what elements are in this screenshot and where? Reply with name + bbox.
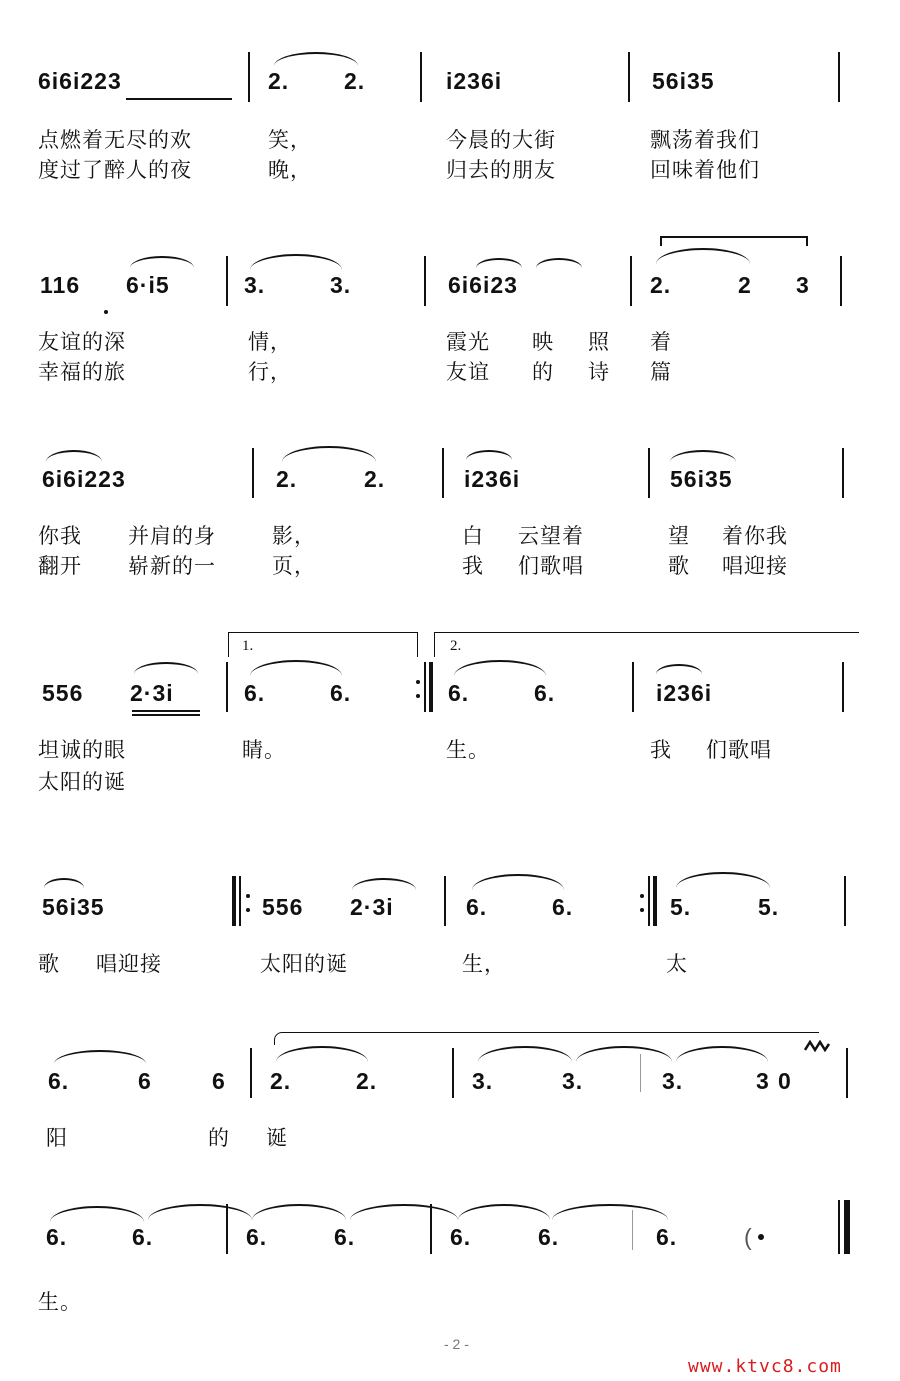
slur (476, 258, 522, 268)
slur (670, 450, 736, 462)
dot (758, 1234, 764, 1240)
slur (466, 450, 512, 460)
final-barline (838, 1200, 840, 1254)
note: 3. (562, 1068, 584, 1094)
barline (452, 1048, 454, 1098)
tie (552, 1204, 668, 1220)
repeat-dot (416, 694, 420, 698)
barline (252, 448, 254, 498)
barline (444, 876, 446, 926)
lyric: 影， (272, 524, 316, 548)
note: 2. (364, 466, 386, 492)
note: 6. (48, 1068, 70, 1094)
note: 6. (334, 1224, 356, 1250)
tie (478, 1046, 572, 1062)
phrase-bracket (274, 1032, 819, 1045)
repeat-dot (246, 908, 250, 912)
lyric: 歌 (38, 952, 60, 976)
note: 116 (40, 272, 81, 298)
tie (350, 1204, 458, 1220)
note: 3 (756, 1068, 770, 1094)
barline (842, 662, 844, 712)
note: 6. (656, 1224, 678, 1250)
lyric: 点燃着无尽的欢 (38, 128, 192, 152)
note: 556 (42, 680, 84, 706)
repeat-dot (640, 894, 644, 898)
lyric: 篇 (650, 360, 672, 384)
note: 6 (138, 1068, 152, 1094)
phrase-bracket (660, 236, 808, 246)
lyric: 度过了醉人的夜 (38, 158, 192, 182)
lyric: 太阳的诞 (260, 952, 348, 976)
tie (250, 254, 342, 270)
lyric: 着你我 (722, 524, 788, 548)
note: 2. (356, 1068, 378, 1094)
lyric: 睛。 (242, 738, 286, 762)
lyric: 生。 (446, 738, 490, 762)
notes-bar-3: 6i6i23 (448, 272, 518, 298)
lyric: 情， (248, 330, 292, 354)
repeat-barline-thick (429, 662, 433, 712)
slur (46, 450, 102, 462)
note: 2. (270, 1068, 292, 1094)
repeat-dot (640, 908, 644, 912)
barline (420, 52, 422, 102)
note: 6 (212, 1068, 226, 1094)
lyric: 回味着他们 (650, 158, 760, 182)
slur (44, 878, 84, 888)
lyric: 的 (208, 1126, 230, 1150)
notes-bar-4: 56i35 (652, 68, 715, 94)
barline (628, 52, 630, 102)
lyric: 你我 (38, 524, 82, 548)
barline (424, 256, 426, 306)
lyric: 友谊的深 (38, 330, 126, 354)
lyric: 们歌唱 (706, 738, 772, 762)
lyric: 太 (666, 952, 688, 976)
note: 6. (132, 1224, 154, 1250)
repeat-barline-thick (232, 876, 236, 926)
repeat-barline (239, 876, 241, 926)
tie (276, 1046, 368, 1062)
notes-bar-3: i236i (446, 68, 503, 94)
note: 3. (244, 272, 266, 298)
note: 3. (330, 272, 352, 298)
notes-bar-1: 6i6i223 (38, 68, 122, 94)
repeat-dot (416, 680, 420, 684)
barline (648, 448, 650, 498)
lyric: 云望着 (518, 524, 584, 548)
note: 5. (670, 894, 692, 920)
lyric: 映 (532, 330, 554, 354)
barline (840, 256, 842, 306)
beam-underline (126, 98, 232, 100)
lyric: 着 (650, 330, 672, 354)
lyric: 今晨的大街 (446, 128, 556, 152)
volta-1-bracket (228, 632, 418, 657)
octave-dot (104, 310, 108, 314)
barline (838, 52, 840, 102)
note: 2·3i (130, 680, 174, 706)
note: 2·3i (350, 894, 394, 920)
slur (656, 664, 702, 674)
tie (458, 1204, 550, 1220)
note: 6. (466, 894, 488, 920)
note: 3 (796, 272, 810, 298)
repeat-barline-thick (653, 876, 657, 926)
lyric: 笑， (268, 128, 312, 152)
tie (676, 872, 770, 888)
lyric: 生。 (38, 1290, 82, 1314)
note: 6·i5 (126, 272, 170, 298)
tie (454, 660, 546, 676)
lyric: 我 (650, 738, 672, 762)
lyric: 翻开 (38, 554, 82, 578)
notes-bar-1: 6i6i223 (42, 466, 126, 492)
beam-underline (132, 714, 200, 716)
notes-bar-1: 56i35 (42, 894, 105, 920)
lyric: 唱迎接 (722, 554, 788, 578)
lyric: 太阳的诞 (38, 770, 126, 794)
tie (274, 52, 358, 66)
notes-bar-5: i236i (656, 680, 713, 706)
barline (226, 662, 228, 712)
barline (842, 448, 844, 498)
final-barline-thick (844, 1200, 850, 1254)
volta-2-bracket (434, 632, 859, 657)
note: 6. (448, 680, 470, 706)
notes-bar-4: 56i35 (670, 466, 733, 492)
note: 6. (552, 894, 574, 920)
lyric: 阳 (46, 1126, 68, 1150)
lyric: 唱迎接 (96, 952, 162, 976)
lyric: 生， (462, 952, 506, 976)
barline (248, 52, 250, 102)
lyric: 崭新的一 (128, 554, 216, 578)
tie (148, 1204, 252, 1220)
lyric: 白 (462, 524, 484, 548)
note: 2 (738, 272, 752, 298)
lyric: 并肩的身 (128, 524, 216, 548)
page-number: - 2 - (444, 1336, 469, 1352)
beam-underline (132, 710, 200, 712)
paren: ( (744, 1224, 753, 1250)
note: 6. (246, 1224, 268, 1250)
slur (134, 662, 198, 674)
note: 6. (330, 680, 352, 706)
trill-icon (804, 1040, 830, 1052)
slur (536, 258, 582, 268)
note: 3. (662, 1068, 684, 1094)
barline (846, 1048, 848, 1098)
volta-1-label: 1. (242, 638, 254, 654)
tie (472, 874, 564, 890)
tie (676, 1046, 768, 1062)
repeat-dot (246, 894, 250, 898)
note: 6. (450, 1224, 472, 1250)
note: 6. (538, 1224, 560, 1250)
lyric: 照 (588, 330, 610, 354)
barline (844, 876, 846, 926)
volta-2-label: 2. (450, 638, 462, 654)
tie (656, 248, 750, 264)
repeat-barline (424, 662, 426, 712)
note: 556 (262, 894, 304, 920)
note: 3. (472, 1068, 494, 1094)
lyric: 霞光 (446, 330, 490, 354)
lyric: 诗 (588, 360, 610, 384)
lyric: 歌 (668, 554, 690, 578)
barline (442, 448, 444, 498)
tie (50, 1206, 144, 1222)
site-url[interactable]: www.ktvc8.com (688, 1356, 842, 1377)
note: 6. (244, 680, 266, 706)
lyric: 友谊 (446, 360, 490, 384)
note: 6. (46, 1224, 68, 1250)
note: 2. (650, 272, 672, 298)
barline (226, 256, 228, 306)
note: 2. (344, 68, 366, 94)
note: 6. (534, 680, 556, 706)
barline (630, 256, 632, 306)
barline (250, 1048, 252, 1098)
tie (576, 1046, 672, 1062)
notes-bar-3: i236i (464, 466, 521, 492)
slur (130, 256, 194, 268)
slur (352, 878, 416, 890)
lyric: 我 (462, 554, 484, 578)
tie (250, 660, 342, 676)
note: 2. (268, 68, 290, 94)
repeat-barline (648, 876, 650, 926)
lyric: 诞 (266, 1126, 288, 1150)
note: 2. (276, 466, 298, 492)
lyric: 幸福的旅 (38, 360, 126, 384)
lyric: 行， (248, 360, 292, 384)
lyric: 飘荡着我们 (650, 128, 760, 152)
lyric: 们歌唱 (518, 554, 584, 578)
tie (282, 446, 376, 462)
rest: 0 (778, 1068, 792, 1094)
lyric: 望 (668, 524, 690, 548)
lyric: 晚， (268, 158, 312, 182)
barline (632, 662, 634, 712)
tie (252, 1204, 346, 1220)
lyric: 页， (272, 554, 316, 578)
note: 5. (758, 894, 780, 920)
lyric: 的 (532, 360, 554, 384)
lyric: 归去的朋友 (446, 158, 556, 182)
tie (54, 1050, 146, 1064)
lyric: 坦诚的眼 (38, 738, 126, 762)
